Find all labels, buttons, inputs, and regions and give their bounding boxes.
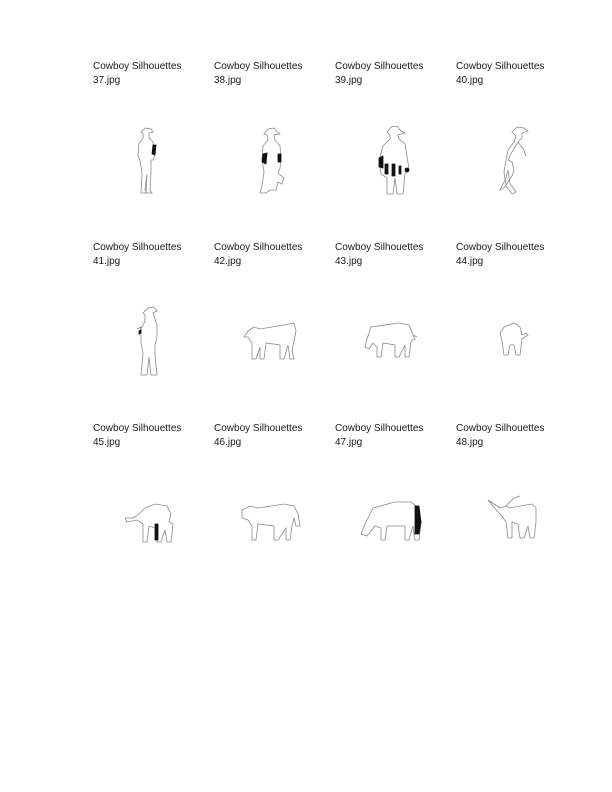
caption-title: Cowboy Silhouettes — [335, 242, 424, 253]
cowboy-profile-icon — [93, 279, 213, 399]
thumbnail-tile[interactable] — [456, 60, 576, 230]
thumbnail-caption — [456, 60, 574, 88]
caption-title: Cowboy Silhouettes — [214, 61, 303, 72]
caption-title: Cowboy Silhouettes — [214, 423, 303, 434]
thumbnail-caption — [93, 60, 211, 88]
caption-filename: 39.jpg — [335, 75, 363, 86]
thumbnail-caption — [335, 60, 453, 88]
caption-title: Cowboy Silhouettes — [456, 242, 545, 253]
cow-front-icon — [456, 279, 576, 399]
thumbnail-caption — [335, 422, 453, 450]
thumbnail-caption — [456, 422, 574, 450]
caption-filename: 45.jpg — [93, 437, 121, 448]
thumbnail-caption — [214, 422, 332, 450]
longhorn-icon — [456, 460, 576, 580]
thumbnail-caption — [214, 241, 332, 269]
thumbnail-tile[interactable] — [456, 422, 576, 592]
caption-filename: 38.jpg — [214, 75, 242, 86]
thumbnail-caption — [93, 241, 211, 269]
caption-title: Cowboy Silhouettes — [214, 242, 303, 253]
caption-filename: 44.jpg — [456, 256, 484, 267]
cowboy-chaps-icon — [214, 98, 334, 218]
thumbnail-tile[interactable] — [93, 241, 213, 411]
thumbnail-tile[interactable] — [93, 60, 213, 230]
cowboy-fringe-icon — [335, 98, 455, 218]
caption-filename: 42.jpg — [214, 256, 242, 267]
thumbnail-tile[interactable] — [214, 422, 334, 592]
cowboy-walking-icon — [456, 98, 576, 218]
thumbnail-tile[interactable] — [93, 422, 213, 592]
caption-title: Cowboy Silhouettes — [335, 423, 424, 434]
thumbnail-tile[interactable] — [456, 241, 576, 411]
caption-filename: 43.jpg — [335, 256, 363, 267]
thumbnail-tile[interactable] — [335, 422, 455, 592]
caption-filename: 46.jpg — [214, 437, 242, 448]
caption-title: Cowboy Silhouettes — [93, 242, 182, 253]
thumbnail-tile[interactable] — [214, 60, 334, 230]
caption-filename: 41.jpg — [93, 256, 121, 267]
bull-standing-icon — [214, 279, 334, 399]
thumbnail-tile[interactable] — [214, 241, 334, 411]
caption-title: Cowboy Silhouettes — [456, 423, 545, 434]
cow-grazing-dark-icon — [335, 460, 455, 580]
caption-filename: 47.jpg — [335, 437, 363, 448]
caption-filename: 48.jpg — [456, 437, 484, 448]
cow-rear-icon — [93, 460, 213, 580]
cow-grazing-icon — [335, 279, 455, 399]
cowboy-standing-icon — [93, 98, 213, 218]
thumbnail-tile[interactable] — [335, 241, 455, 411]
caption-title: Cowboy Silhouettes — [456, 61, 545, 72]
thumbnail-caption — [214, 60, 332, 88]
thumbnail-caption — [335, 241, 453, 269]
thumbnail-tile[interactable] — [335, 60, 455, 230]
thumbnail-caption — [93, 422, 211, 450]
caption-filename: 37.jpg — [93, 75, 121, 86]
caption-title: Cowboy Silhouettes — [93, 61, 182, 72]
caption-filename: 40.jpg — [456, 75, 484, 86]
thumbnail-caption — [456, 241, 574, 269]
caption-title: Cowboy Silhouettes — [93, 423, 182, 434]
caption-title: Cowboy Silhouettes — [335, 61, 424, 72]
cow-side-icon — [214, 460, 334, 580]
